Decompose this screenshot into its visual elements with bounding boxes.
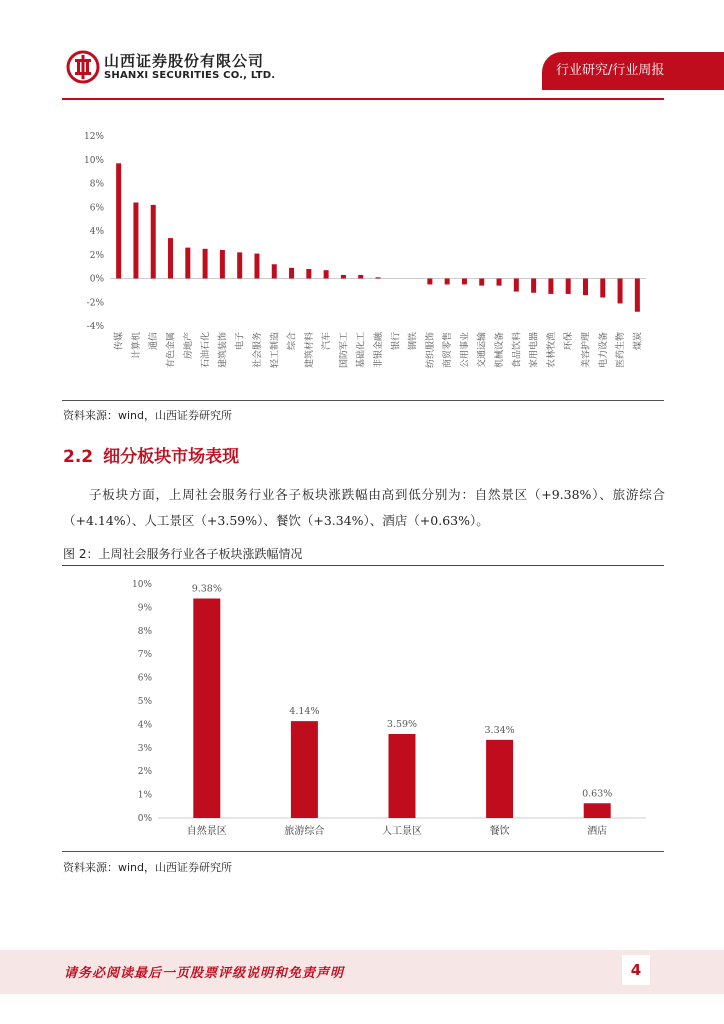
section-paragraph: 子板块方面，上周社会服务行业各子板块涨跌幅由高到低分别为：自然景区（+9.38%）、旅游综合（+4.14%）、人工景区（+3.59%）、餐饮（+3.34%）、酒店（+0.63%）。 xyxy=(63,487,665,528)
bar xyxy=(445,279,450,285)
footer-disclaimer: 请务必阅读最后一页股票评级说明和免责声明 xyxy=(64,966,345,981)
bar xyxy=(514,279,519,292)
figure1-divider xyxy=(62,400,664,401)
bar xyxy=(583,279,588,296)
y-tick-label: 2% xyxy=(137,767,152,778)
bar xyxy=(168,238,173,278)
page-number: 4 xyxy=(622,955,650,985)
bar xyxy=(497,279,502,286)
bar xyxy=(600,279,605,298)
x-tick-label: 餐饮 xyxy=(489,826,510,837)
x-tick-label: 通信 xyxy=(149,332,160,351)
x-tick-label: 食品饮料 xyxy=(512,332,523,369)
page-header xyxy=(0,0,724,100)
bar xyxy=(291,721,318,818)
company-logo-icon xyxy=(66,50,100,84)
x-tick-label: 轻工制造 xyxy=(270,332,281,369)
y-tick-label: 4% xyxy=(137,720,152,731)
y-tick-label: 8% xyxy=(89,179,104,190)
y-tick-label: 5% xyxy=(137,697,152,707)
bar xyxy=(548,279,553,294)
y-tick-label: 10% xyxy=(83,155,104,166)
x-tick-label: 汽车 xyxy=(322,332,333,351)
x-tick-label: 家用电器 xyxy=(529,332,540,369)
bar xyxy=(254,254,259,279)
data-label: 3.59% xyxy=(386,718,418,730)
x-tick-label: 纺织服饰 xyxy=(425,332,436,369)
data-label: 3.34% xyxy=(484,724,515,736)
x-tick-label: 公用事业 xyxy=(460,332,471,369)
x-tick-label: 自然景区 xyxy=(186,826,227,837)
x-tick-label: 社会服务 xyxy=(252,332,263,369)
bar xyxy=(133,203,138,279)
y-tick-label: -2% xyxy=(86,298,104,309)
x-tick-label: 酒店 xyxy=(587,826,608,837)
x-tick-label: 机械设备 xyxy=(495,332,506,369)
section-heading xyxy=(63,442,239,467)
x-tick-label: 非银金融 xyxy=(374,332,384,369)
section-title: 细分板块市场表现 xyxy=(103,447,240,467)
x-tick-label: 环保 xyxy=(564,332,575,351)
figure2-divider xyxy=(62,851,664,852)
data-label: 0.63% xyxy=(582,788,613,800)
bar xyxy=(486,740,513,818)
y-tick-label: 9% xyxy=(137,603,152,614)
bar xyxy=(151,205,156,279)
bar xyxy=(341,275,346,279)
y-tick-label: 6% xyxy=(89,203,104,214)
x-tick-label: 煤炭 xyxy=(633,332,644,351)
y-tick-label: 10% xyxy=(131,580,152,590)
bar xyxy=(566,279,571,294)
data-label: 9.38% xyxy=(191,583,222,595)
bar xyxy=(193,599,220,818)
x-tick-label: 房地产 xyxy=(183,332,194,360)
bar xyxy=(427,279,432,285)
y-tick-label: 4% xyxy=(89,227,104,237)
bar xyxy=(289,268,294,279)
figure2-source: 资料来源：wind，山西证券研究所 xyxy=(63,861,233,874)
x-tick-label: 医药生物 xyxy=(616,332,627,369)
subsector-returns-chart-svg xyxy=(62,570,664,846)
industry-returns-chart-svg xyxy=(62,120,664,388)
x-tick-label: 银行 xyxy=(391,332,402,351)
section-number: 2.2 xyxy=(63,447,94,467)
x-tick-label: 交通运输 xyxy=(477,332,488,369)
bar xyxy=(635,279,640,312)
x-tick-label: 旅游综合 xyxy=(284,826,325,837)
report-category-badge: 行业研究/行业周报 xyxy=(542,52,724,90)
bar xyxy=(479,279,484,286)
bar xyxy=(376,277,381,278)
x-tick-label: 钢铁 xyxy=(408,332,419,351)
subsector-returns-chart xyxy=(62,570,664,846)
x-tick-label: 计算机 xyxy=(131,332,142,360)
x-tick-label: 传媒 xyxy=(114,332,125,351)
bar xyxy=(185,248,190,279)
x-tick-label: 商贸零售 xyxy=(443,332,454,369)
x-tick-label: 人工景区 xyxy=(382,826,422,837)
bar xyxy=(584,803,611,818)
x-tick-label: 电子 xyxy=(235,332,246,351)
bar xyxy=(389,734,416,818)
y-tick-label: 1% xyxy=(137,790,152,801)
y-tick-label: -4% xyxy=(86,322,104,332)
y-tick-label: 0% xyxy=(137,814,152,824)
x-tick-label: 电力设备 xyxy=(598,332,609,369)
bar xyxy=(220,250,225,279)
bar xyxy=(618,279,623,304)
x-tick-label: 国防军工 xyxy=(339,332,350,369)
bar xyxy=(203,249,208,279)
industry-returns-chart xyxy=(62,120,664,388)
y-tick-label: 8% xyxy=(137,626,152,637)
data-label: 4.14% xyxy=(289,706,320,718)
bar xyxy=(306,269,311,279)
x-tick-label: 建筑装饰 xyxy=(218,332,229,369)
bar xyxy=(462,279,467,285)
y-tick-label: 3% xyxy=(137,743,152,754)
figure2-caption: 图 2：上周社会服务行业各子板块涨跌幅情况 xyxy=(63,547,303,561)
x-tick-label: 农林牧渔 xyxy=(546,332,557,369)
x-tick-label: 有色金属 xyxy=(166,332,177,369)
y-tick-label: 6% xyxy=(137,673,152,684)
x-tick-label: 综合 xyxy=(287,332,298,351)
figure2-top-divider xyxy=(62,565,664,566)
bar xyxy=(324,270,329,278)
bar xyxy=(237,252,242,278)
y-tick-label: 12% xyxy=(83,132,104,142)
bar xyxy=(116,163,121,278)
bar xyxy=(531,279,536,293)
figure1-source: 资料来源：wind，山西证券研究所 xyxy=(63,409,233,422)
x-tick-label: 石油石化 xyxy=(201,332,212,369)
company-name-en: SHANXI SECURITIES CO., LTD. xyxy=(104,70,276,81)
bar xyxy=(358,275,363,279)
company-name-cn: 山西证券股份有限公司 xyxy=(104,52,265,70)
y-tick-label: 7% xyxy=(137,650,152,661)
x-tick-label: 建筑材料 xyxy=(304,332,315,369)
x-tick-label: 美容护理 xyxy=(581,332,592,369)
y-tick-label: 0% xyxy=(89,274,104,285)
x-tick-label: 基础化工 xyxy=(356,332,367,369)
header-divider xyxy=(62,98,664,100)
y-tick-label: 2% xyxy=(89,250,104,261)
bar xyxy=(272,264,277,278)
